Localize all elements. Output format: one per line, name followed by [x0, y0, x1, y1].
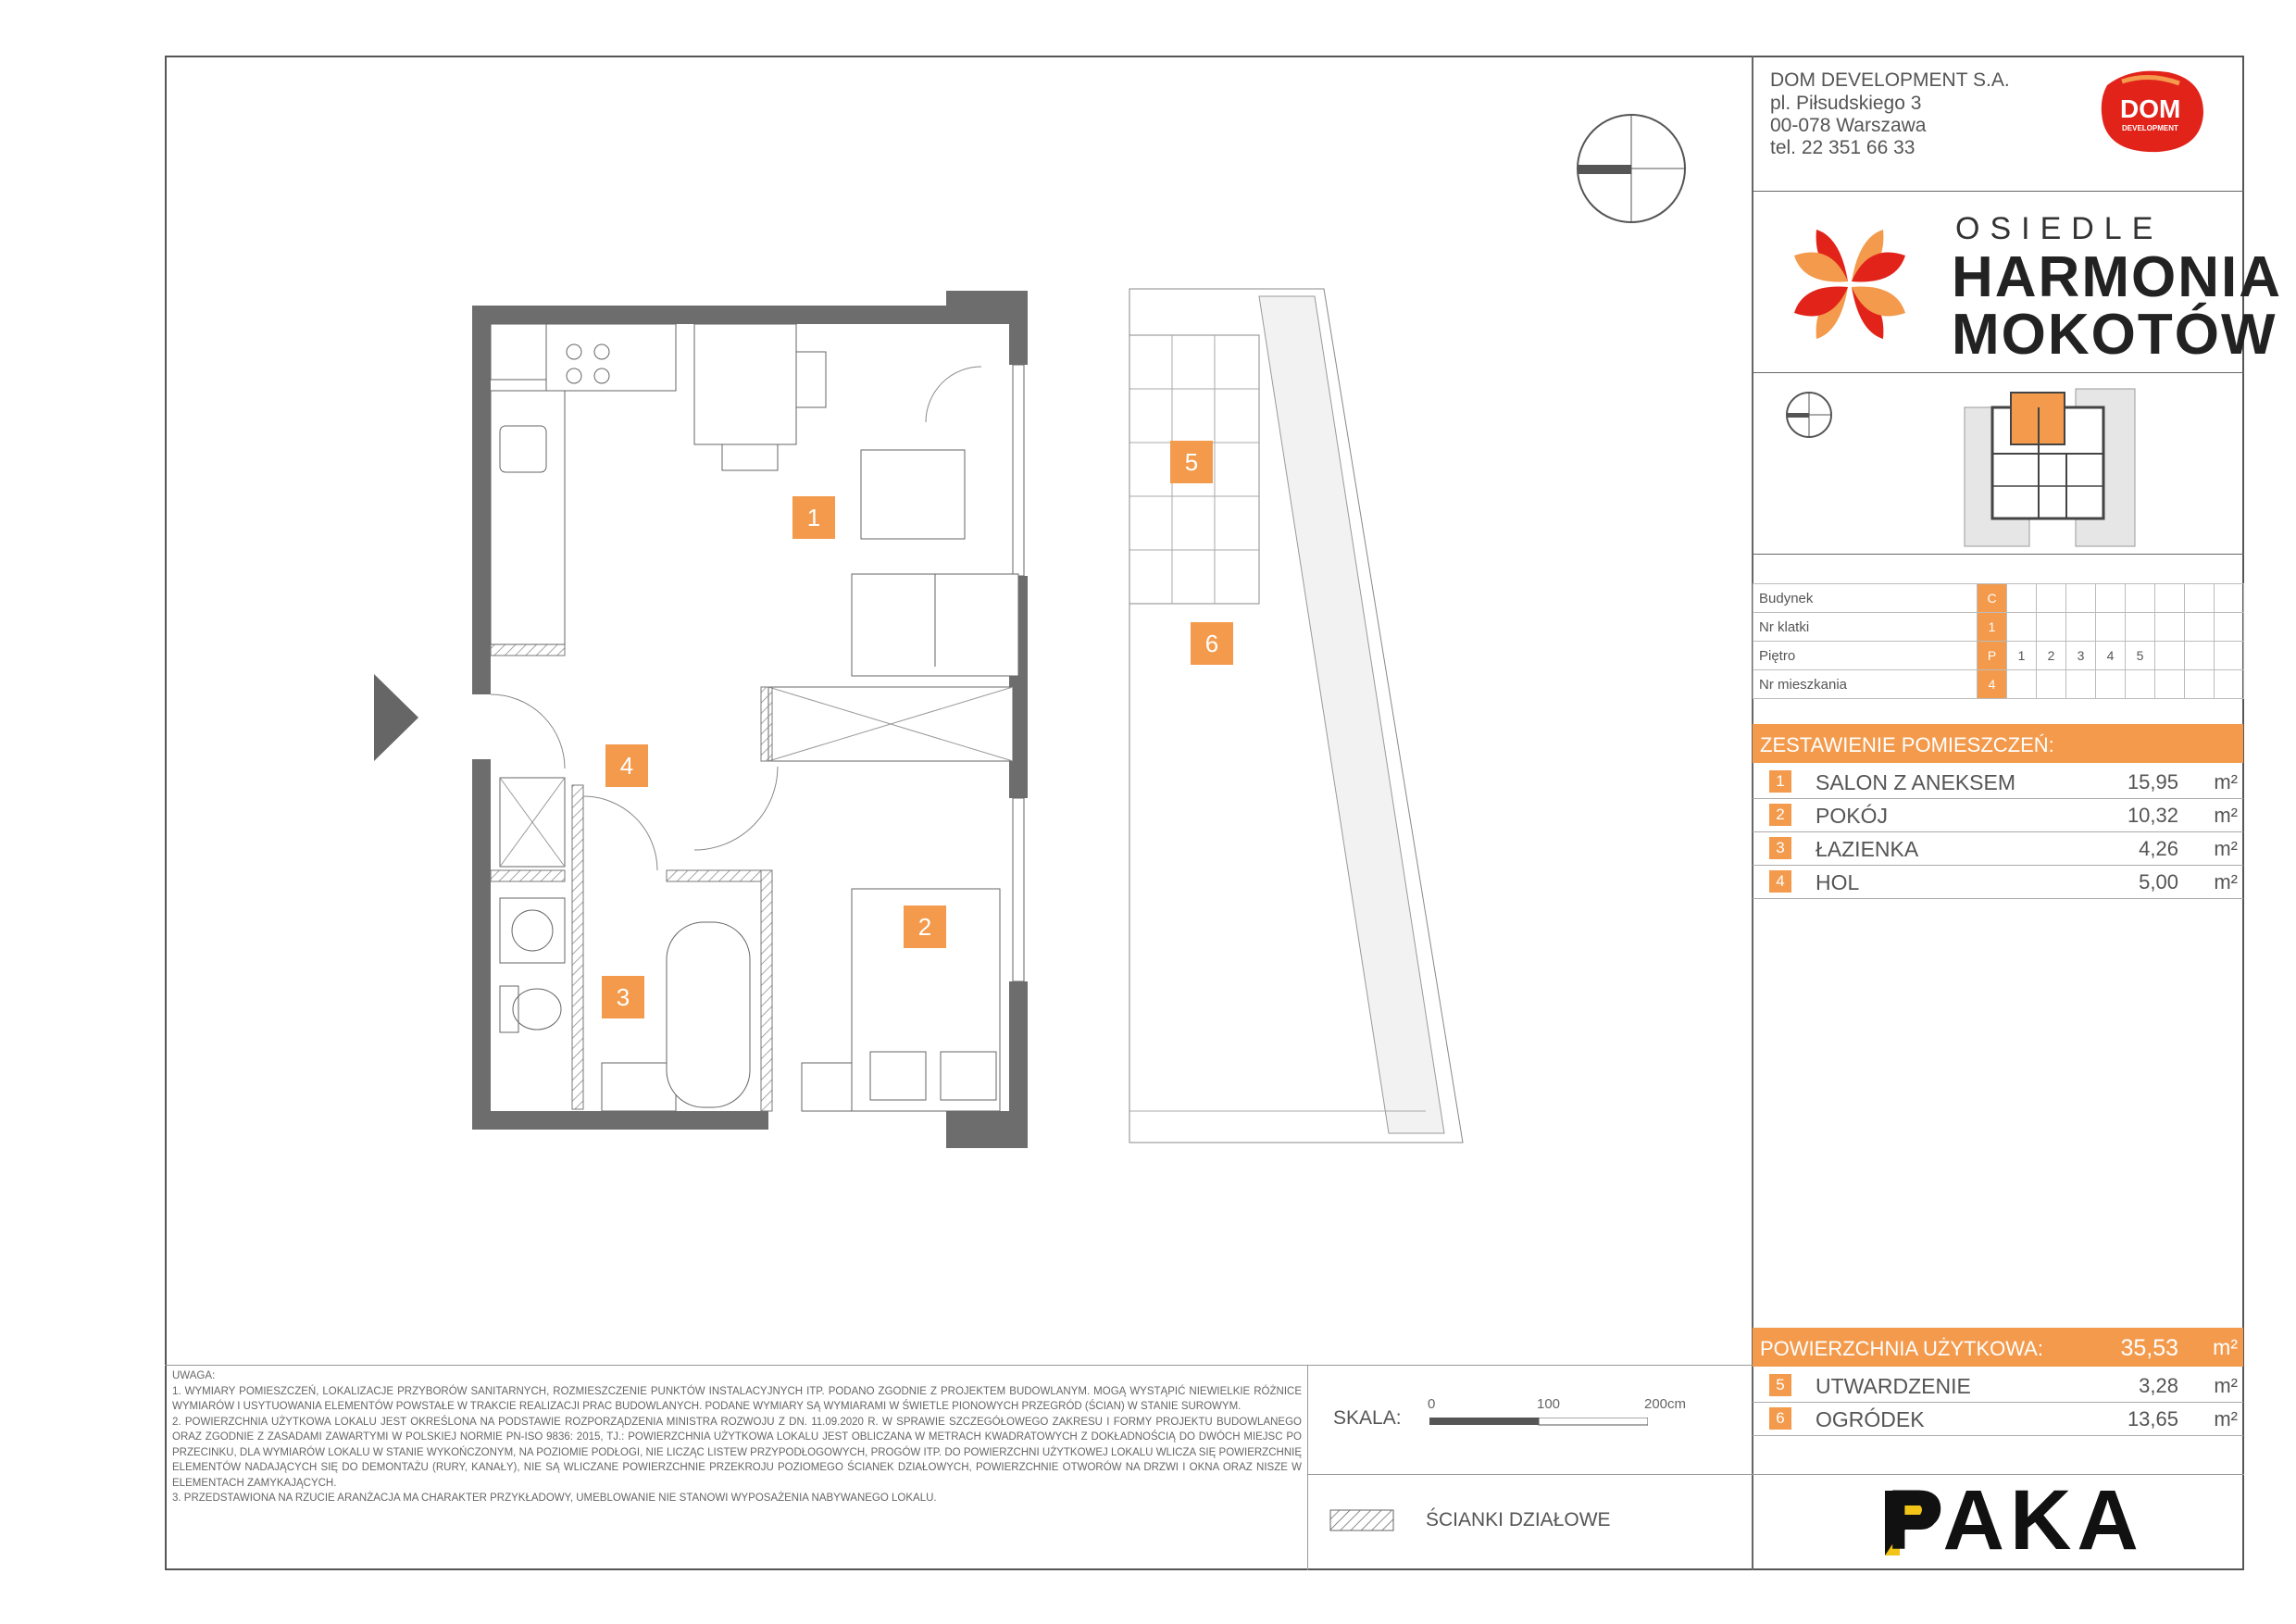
meta-cell	[2096, 670, 2126, 699]
room-label-badge: 5	[1170, 441, 1213, 483]
meta-cell: P	[1978, 642, 2007, 670]
notes-block	[172, 1368, 1302, 1506]
meta-cell: 3	[2066, 642, 2096, 670]
meta-cell	[2007, 613, 2037, 642]
extra-row	[1753, 1368, 2243, 1403]
meta-cell	[2215, 642, 2244, 670]
header-divider	[1752, 191, 2244, 192]
room-row	[1753, 865, 2243, 899]
meta-cell	[2037, 584, 2066, 613]
room-name: ŁAZIENKA	[1816, 837, 1919, 861]
logo-divider	[1752, 372, 2244, 373]
entrance-arrow-icon	[374, 674, 420, 766]
meta-cell	[2185, 670, 2215, 699]
rooms-header	[1753, 724, 2243, 763]
north-compass-icon	[1574, 111, 1689, 231]
meta-cell: C	[1978, 584, 2007, 613]
room-area: 4,26	[2139, 837, 2178, 860]
room-area: 15,95	[2127, 770, 2178, 793]
meta-cell	[2185, 584, 2215, 613]
company-street: pl. Piłsudskiego 3	[1770, 93, 1922, 114]
room-unit: m²	[2214, 804, 2238, 827]
meta-row-klatka	[1753, 613, 2244, 642]
meta-cell	[2096, 613, 2126, 642]
extra-unit: m²	[2214, 1374, 2238, 1397]
meta-cell: 1	[2007, 642, 2037, 670]
floor-plan	[463, 278, 1481, 1162]
meta-cell: 5	[2126, 642, 2155, 670]
room-row	[1753, 798, 2243, 832]
meta-cell	[2037, 670, 2066, 699]
usable-area-value: 35,53	[2120, 1335, 2178, 1361]
room-name: HOL	[1816, 870, 1860, 894]
room-row	[1753, 765, 2243, 799]
usable-area-unit: m²	[2213, 1335, 2238, 1359]
meta-cell: 1	[1978, 613, 2007, 642]
apartment-meta-table	[1753, 583, 2244, 699]
meta-cell	[2066, 670, 2096, 699]
rooms-header-label: ZESTAWIENIE POMIESZCZEŃ:	[1760, 733, 2054, 756]
scale-tick: 0	[1428, 1396, 1436, 1412]
meta-cell	[2126, 584, 2155, 613]
scale-bar	[1429, 1415, 1648, 1431]
dom-logo-subtext: DEVELOPMENT	[2122, 124, 2178, 132]
bottom-info-divider	[165, 1365, 1753, 1366]
meta-row-mieszkanie	[1753, 670, 2244, 699]
notes-line: 3. PRZEDSTAWIONA NA RZUCIE ARANŻACJA MA CHARAKTER PRZYKŁADOWY, UMEBLOWANIE NIE STANOWI WYPOSAŻENIA NABYWANEGO LOKALU.	[172, 1493, 937, 1504]
notes-line: 2. POWIERZCHNIA UŻYTKOWA LOKALU JEST OKREŚLONA NA PODSTAWIE ROZPORZĄDZENIA MINISTRA ROZWOJU Z DN. 11.09.2020 R. W SPRAWIE SZCZEGÓŁOWEGO ZAKRESU I FORMY PROJEKTU BUDOWLANEGO ORAZ ZGODNIE Z ZASADAMI ZAWARTYMI W POLSKIEJ NORMIE PN-ISO 9836: 2015, TJ.: POWIERZCHNIA UŻYTKOWA LOKALU JEST OBLICZANA W METRACH KWADRATOWYCH Z DOKŁADNOŚCIĄ DO DWÓCH MIEJSC PO PRZECINKU, DLA WYMIARÓW LOKALU W STANIE WYKOŃCZONYM, NA POZIOMIE PODŁOGI, NIE LICZĄC LISTEW PRZYPODŁOGOWYCH, PROGÓW ITP. DO POWIERZCHNI UŻYTKOWEJ LOKALU WLICZA SIĘ POWIERZCHNIĘ ELEMENTÓW NADAJĄCYCH SIĘ DO DEMONTAŻU (RURY, KANAŁY), NIE SĄ WLICZANE POWIERZCHNIE PRZEKROJU POZIOMEGO ŚCIANEK DZIAŁOWYCH, POWIERZCHNIE OTWORÓW NA DRZWI I OKNA ORAZ NISZE W ELEMENTACH ZAMYKAJĄCYCH.	[172, 1416, 1302, 1489]
extra-row	[1753, 1402, 2243, 1436]
scale-legend-divider	[1307, 1474, 1753, 1475]
scale-divider	[1307, 1365, 1308, 1570]
meta-label: Piętro	[1753, 642, 1978, 670]
meta-cell	[2007, 670, 2037, 699]
meta-label: Nr klatki	[1753, 613, 1978, 642]
building-keyplan	[1955, 380, 2140, 560]
meta-cell	[2007, 584, 2037, 613]
room-number: 3	[1769, 837, 1791, 859]
project-title-line2: MOKOTÓW	[1952, 303, 2277, 367]
meta-cell	[2215, 584, 2244, 613]
company-name: DOM DEVELOPMENT S.A.	[1770, 69, 2010, 91]
scale-tick: 200cm	[1644, 1396, 1687, 1412]
room-name: POKÓJ	[1816, 804, 1888, 828]
meta-cell	[2155, 642, 2185, 670]
extra-unit: m²	[2214, 1407, 2238, 1430]
meta-cell	[2155, 613, 2185, 642]
room-label-badge: 1	[792, 496, 835, 539]
room-unit: m²	[2214, 870, 2238, 893]
extra-number: 5	[1769, 1374, 1791, 1396]
room-area: 5,00	[2139, 870, 2178, 893]
partition-wall-label: ŚCIANKI DZIAŁOWE	[1426, 1509, 1611, 1530]
scale-label: SKALA:	[1333, 1407, 1402, 1429]
meta-cell: 4	[2096, 642, 2126, 670]
partition-wall-swatch	[1329, 1509, 1394, 1536]
meta-label: Budynek	[1753, 584, 1978, 613]
extra-name: UTWARDZENIE	[1816, 1374, 1971, 1398]
meta-label: Nr mieszkania	[1753, 670, 1978, 699]
meta-cell	[2185, 642, 2215, 670]
scale-tick: 100	[1537, 1396, 1561, 1412]
meta-cell	[2215, 670, 2244, 699]
meta-cell	[2155, 670, 2185, 699]
meta-row-pietro	[1753, 642, 2244, 670]
room-label-badge: 6	[1191, 622, 1233, 665]
meta-cell	[2155, 584, 2185, 613]
project-prefix: OSIEDLE	[1955, 211, 2164, 246]
harmonia-flower-logo	[1776, 215, 1924, 354]
room-number: 4	[1769, 870, 1791, 893]
company-city: 00-078 Warszawa	[1770, 115, 1927, 136]
meta-cell	[2185, 613, 2215, 642]
room-number: 1	[1769, 770, 1791, 793]
project-title-line1: HARMONIA	[1952, 245, 2282, 309]
meta-cell: 2	[2037, 642, 2066, 670]
meta-row-budynek	[1753, 584, 2244, 613]
extra-name: OGRÓDEK	[1816, 1407, 1925, 1431]
usable-area-label: POWIERZCHNIA UŻYTKOWA:	[1760, 1337, 2043, 1360]
paka-logo	[1879, 1473, 2144, 1568]
meta-cell	[2215, 613, 2244, 642]
meta-cell: 4	[1978, 670, 2007, 699]
room-name: SALON Z ANEKSEM	[1816, 770, 2016, 794]
room-row	[1753, 831, 2243, 866]
dom-development-logo	[2094, 67, 2209, 156]
room-unit: m²	[2214, 837, 2238, 860]
notes-title: UWAGA:	[172, 1370, 216, 1381]
meta-cell	[2066, 584, 2096, 613]
meta-cell	[2126, 670, 2155, 699]
extra-area: 3,28	[2139, 1374, 2178, 1397]
extra-area: 13,65	[2127, 1407, 2178, 1430]
usable-area-bar	[1753, 1328, 2243, 1367]
room-number: 2	[1769, 804, 1791, 826]
room-label-badge: 4	[605, 744, 648, 787]
company-phone: tel. 22 351 66 33	[1770, 137, 1915, 158]
room-unit: m²	[2214, 770, 2238, 793]
meta-cell	[2066, 613, 2096, 642]
keyplan-compass-icon	[1783, 389, 1835, 445]
room-area: 10,32	[2127, 804, 2178, 827]
room-label-badge: 2	[904, 906, 946, 948]
meta-cell	[2037, 613, 2066, 642]
meta-cell	[2126, 613, 2155, 642]
notes-line: 1. WYMIARY POMIESZCZEŃ, LOKALIZACJE PRZYBORÓW SANITARNYCH, ROZMIESZCZENIE PUNKTÓW INSTALACYJNYCH ITP. PODANO ZGODNIE Z PROJEKTEM BUDOWLANYM. MOGĄ WYSTĄPIĆ NIEWIELKIE RÓŻNICE WYMIARÓW I USYTUOWANIA ELEMENTÓW POWSTAŁE W TRAKCIE REALIZACJI PRAC BUDOWLANYCH. PODANE WYMIARY SĄ WYMIARAMI W ŚWIETLE PIONOWYCH PRZEGRÓD (ŚCIAN) W STANIE SUROWYM.	[172, 1385, 1302, 1412]
extra-number: 6	[1769, 1407, 1791, 1430]
meta-cell	[2096, 584, 2126, 613]
room-label-badge: 3	[602, 976, 644, 1018]
dom-logo-text: DOM	[2120, 94, 2181, 123]
paka-logo-text: PAKA	[1887, 1473, 2144, 1568]
